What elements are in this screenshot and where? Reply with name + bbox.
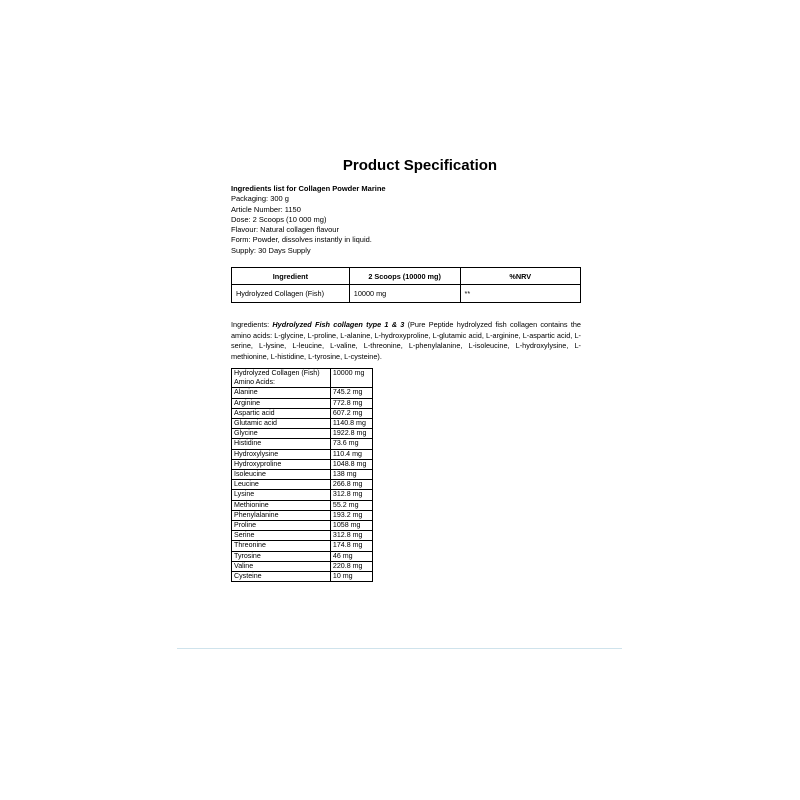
table-row <box>232 449 373 459</box>
amino-acid-name: Threonine <box>232 541 331 551</box>
amino-acid-name: Methionine <box>232 500 331 510</box>
amino-acid-value: 772.8 mg <box>330 398 372 408</box>
cell-nrv: ** <box>460 285 581 303</box>
table-row <box>232 470 373 480</box>
info-heading: Ingredients list for Collagen Powder Marine <box>231 184 386 193</box>
amino-acid-name: Serine <box>232 531 331 541</box>
table-row <box>232 490 373 500</box>
amino-acid-value: 1922.8 mg <box>330 429 372 439</box>
amino-section-blank <box>330 378 372 388</box>
amino-acid-name: Arginine <box>232 398 331 408</box>
amino-acid-value: 312.8 mg <box>330 490 372 500</box>
amino-acid-value: 193.2 mg <box>330 510 372 520</box>
header-ingredient: Ingredient <box>232 268 350 285</box>
info-flavour: Flavour: Natural collagen flavour <box>231 225 339 235</box>
table-row <box>232 480 373 490</box>
table-row <box>232 398 373 408</box>
info-dose: Dose: 2 Scoops (10 000 mg) <box>231 214 327 224</box>
amino-acid-name: Aspartic acid <box>232 408 331 418</box>
product-info <box>231 184 591 256</box>
amino-acid-value: 110.4 mg <box>330 449 372 459</box>
amino-section-row <box>232 378 373 388</box>
info-article-number: Article Number: 1150 <box>231 204 301 214</box>
amino-acid-name: Glycine <box>232 429 331 439</box>
amino-section-label: Amino Acids: <box>232 378 331 388</box>
amino-acid-value: 607.2 mg <box>330 408 372 418</box>
amino-acid-value: 1048.8 mg <box>330 459 372 469</box>
table-row <box>232 561 373 571</box>
amino-acid-name: Lysine <box>232 490 331 500</box>
table-row <box>232 572 373 582</box>
table-row <box>232 408 373 418</box>
amino-total-value: 10000 mg <box>330 369 372 379</box>
amino-acid-name: Phenylalanine <box>232 510 331 520</box>
cell-ingredient: Hydrolyzed Collagen (Fish) <box>232 285 350 303</box>
amino-acid-value: 266.8 mg <box>330 480 372 490</box>
summary-table <box>231 267 581 303</box>
amino-acid-value: 10 mg <box>330 572 372 582</box>
amino-acid-value: 73.6 mg <box>330 439 372 449</box>
amino-acid-value: 55.2 mg <box>330 500 372 510</box>
table-row <box>232 439 373 449</box>
amino-acid-value: 220.8 mg <box>330 561 372 571</box>
amino-acid-value: 1140.8 mg <box>330 419 372 429</box>
info-packaging: Packaging: 300 g <box>231 194 289 204</box>
table-row <box>232 500 373 510</box>
amino-acid-name: Cysteine <box>232 572 331 582</box>
header-nrv: %NRV <box>460 268 581 285</box>
amino-acid-value: 46 mg <box>330 551 372 561</box>
bottom-divider <box>177 648 622 649</box>
table-row <box>232 510 373 520</box>
amino-acid-name: Valine <box>232 561 331 571</box>
table-row <box>232 429 373 439</box>
table-row <box>232 531 373 541</box>
amino-acid-name: Proline <box>232 521 331 531</box>
amino-acid-name: Hydroxyproline <box>232 459 331 469</box>
header-dose: 2 Scoops (10000 mg) <box>349 268 460 285</box>
ingredients-text: (Pure Peptide hydrolyzed fish collagen contains the amino acids: L-glycine, L-proline, L-alanine, L-hydroxyproline, L-glutamic acid, L-arginine, L-aspartic acid, L-serine, L-lysine, L-leucine, L-valine, L-threonine, L-phenylalanine, L-isoleucine, L-hydroxylysine, L-methionine, L-histidine, L-tyrosine, L-cysteine). <box>231 320 581 361</box>
amino-acid-value: 312.8 mg <box>330 531 372 541</box>
amino-acid-name: Histidine <box>232 439 331 449</box>
amino-acid-value: 174.8 mg <box>330 541 372 551</box>
amino-acid-value: 745.2 mg <box>330 388 372 398</box>
table-row <box>232 285 581 303</box>
info-supply: Supply: 30 Days Supply <box>231 245 311 255</box>
amino-acid-value: 138 mg <box>330 470 372 480</box>
amino-acid-name: Leucine <box>232 480 331 490</box>
table-row <box>232 541 373 551</box>
amino-total-row <box>232 369 373 379</box>
amino-acid-name: Glutamic acid <box>232 419 331 429</box>
amino-acid-name: Alanine <box>232 388 331 398</box>
amino-acid-table <box>231 368 373 582</box>
amino-total-name: Hydrolyzed Collagen (Fish) <box>232 369 331 379</box>
cell-dose: 10000 mg <box>349 285 460 303</box>
ingredients-prefix: Ingredients: <box>231 320 273 329</box>
ingredients-highlight: Hydrolyzed Fish collagen type 1 & 3 <box>272 320 405 329</box>
amino-acid-name: Hydroxylysine <box>232 449 331 459</box>
table-row <box>232 419 373 429</box>
ingredients-paragraph <box>231 320 581 362</box>
amino-acid-value: 1058 mg <box>330 521 372 531</box>
summary-header-row <box>232 268 581 285</box>
amino-acid-name: Isoleucine <box>232 470 331 480</box>
page-title: Product Specification <box>342 157 498 174</box>
table-row <box>232 459 373 469</box>
table-row <box>232 521 373 531</box>
info-form: Form: Powder, dissolves instantly in liquid. <box>231 235 372 245</box>
amino-acid-name: Tyrosine <box>232 551 331 561</box>
table-row <box>232 388 373 398</box>
table-row <box>232 551 373 561</box>
